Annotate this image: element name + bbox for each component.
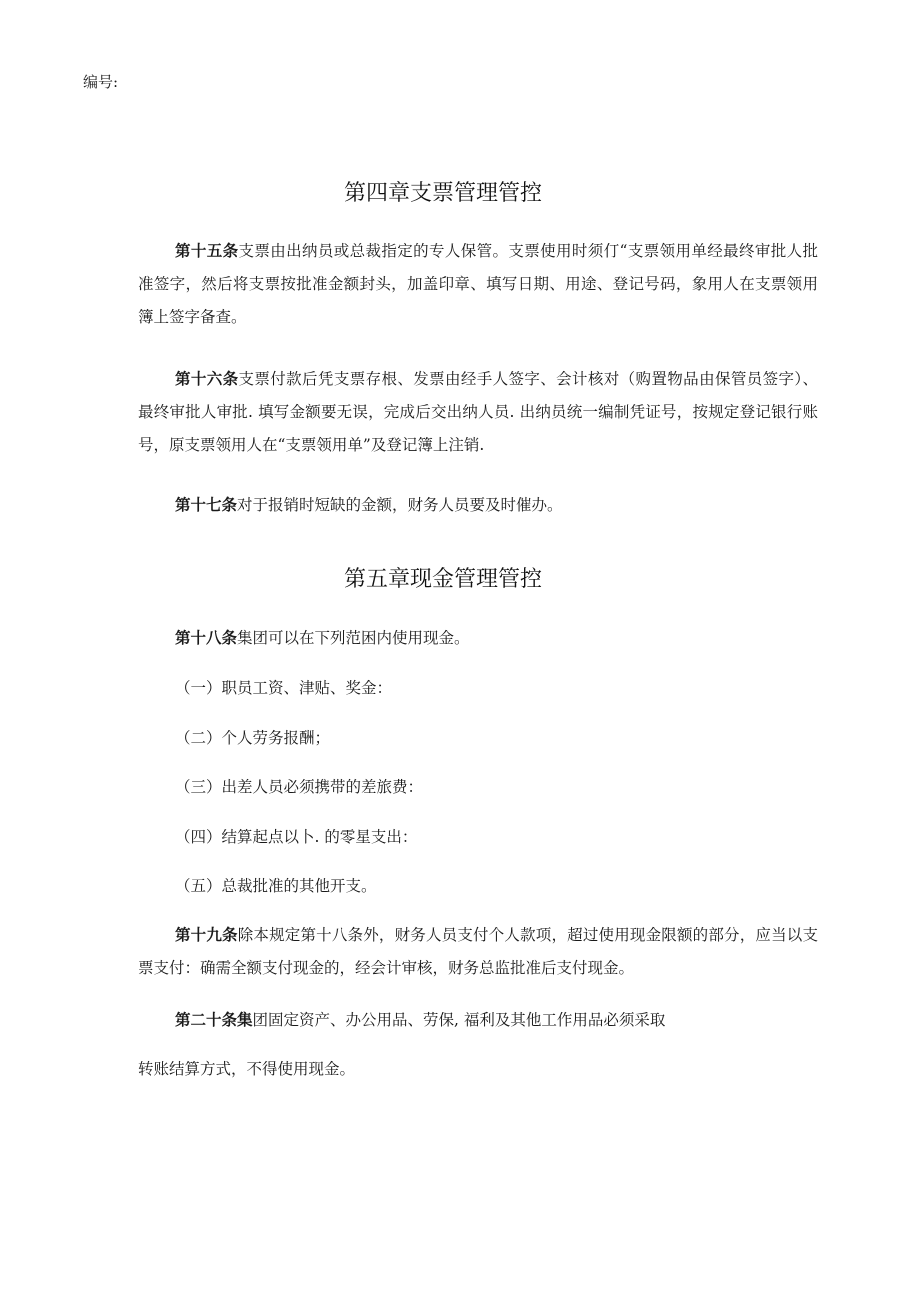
article-20 — [175, 1003, 665, 1037]
chapter-4-title: 第四章支票管理管控 — [343, 181, 542, 206]
article-19 — [138, 918, 818, 985]
article-20-continuation: 转账结算方式，不得使用现金。 — [138, 1060, 356, 1078]
list-item-5: （五）总裁批准的其他开支。 — [175, 877, 377, 895]
article-18-label: 第十八条 — [175, 628, 238, 647]
article-18-text: 集团可以在下列范困内使用现金。 — [237, 629, 470, 647]
article-19-label: 第十九条 — [175, 925, 238, 944]
article-16 — [138, 362, 818, 462]
article-15-text: 支票由出纳员或总裁指定的专人保管。支票使用时须仃“支票领用单经最终审批人批准签字，然后将支票按批准金额封头，加盖印章、填写日期、用途、登记号码，象用人在支票领用簿上签字备查。 — [138, 242, 818, 326]
article-17-label: 第十七条 — [175, 495, 238, 514]
article-19-text: 除本规定第十八条外，财务人员支付个人款项，超过使用现金限额的部分，应当以支票支付：确需全额支付现金的，经会计审核，财务总监批准后支付现金。 — [138, 926, 818, 977]
document-number-label: 编号: — [83, 73, 119, 91]
chapter-5-title: 第五章现金管理管控 — [343, 567, 542, 592]
article-17-text: 对于报销时短缺的金额，财务人员要及时催办。 — [237, 496, 563, 514]
article-20-label: 第二十条集 — [175, 1010, 253, 1029]
article-18 — [175, 621, 470, 655]
article-15-label: 第十五条 — [175, 241, 239, 260]
article-17 — [175, 488, 563, 522]
list-item-1: （一）职员工资、津贴、奖金： — [175, 679, 393, 697]
article-16-text: 支票付款后凭支票存根、发票由经手人签字、会计核对（购置物品由保管员签字）、最终审批人审批. 填写金额要无误，完成后交出纳人员. 出纳员统一编制凭证号，按规定登记银行账号，原支票领用人在“支票领用单”及登记簿上注销. — [138, 370, 818, 454]
list-item-2: （二）个人劳务报酬； — [175, 729, 331, 747]
article-20-text-line1: 团固定资产、办公用品、劳保, 福利及其他工作用品必须采取 — [252, 1011, 666, 1029]
article-15 — [138, 234, 818, 334]
list-item-3: （三）出差人员必须携带的差旅费： — [175, 778, 424, 796]
article-16-label: 第十六条 — [175, 369, 239, 388]
list-item-4: （四）结算起点以卜. 的零星支出： — [175, 828, 418, 846]
